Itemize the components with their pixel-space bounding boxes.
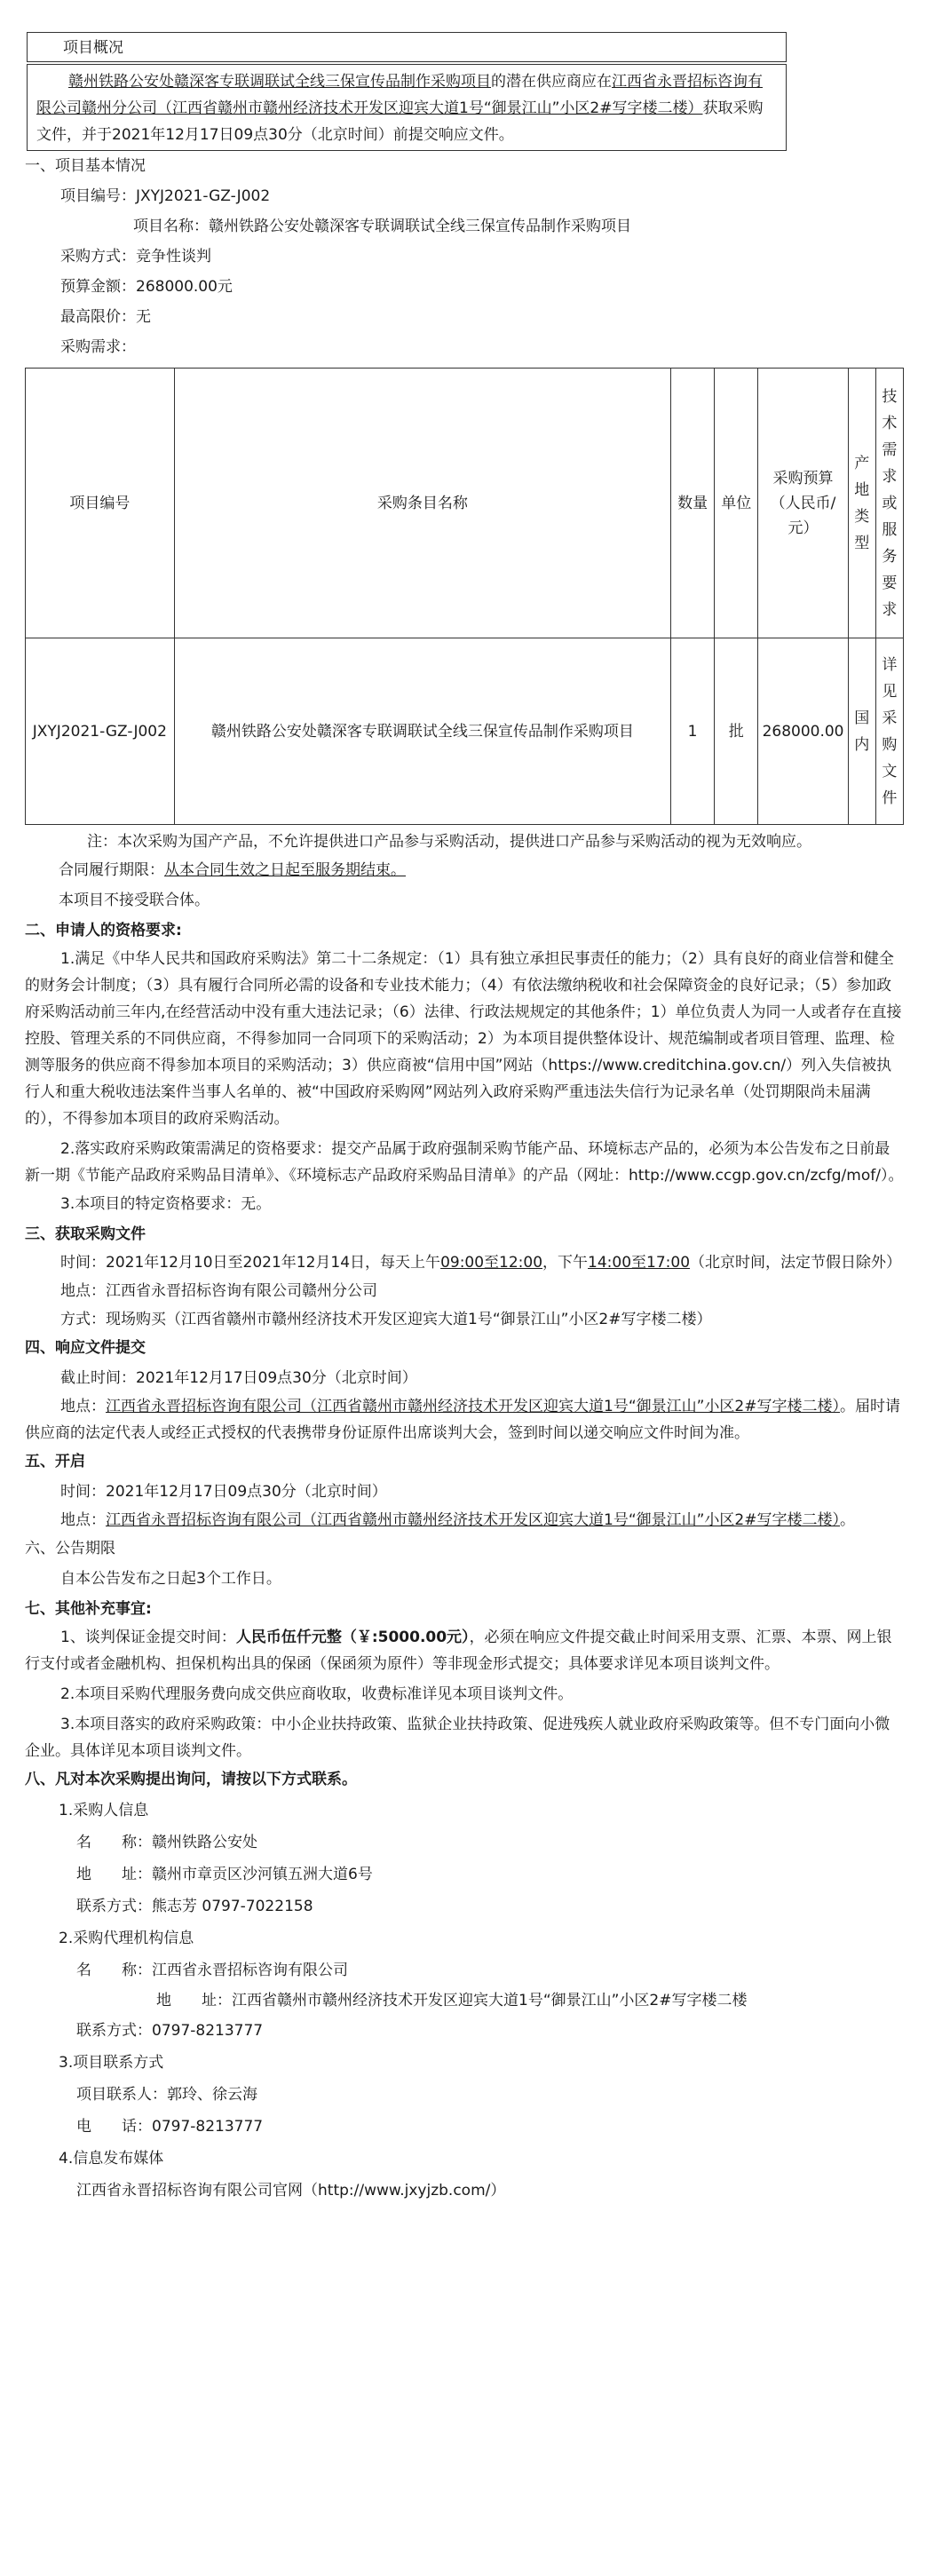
td-quantity: 1	[670, 638, 714, 825]
am-hours: 09:00至12:00	[440, 1254, 543, 1272]
intro-paragraph	[27, 64, 787, 151]
qualification-3: 3.本项目的特定资格要求：无。	[60, 1195, 272, 1213]
contract-period-value: 从本合同生效之日起至服务期结束。	[164, 861, 406, 879]
project-contact-title: 3.项目联系方式	[59, 2054, 164, 2072]
th-quantity: 数量	[670, 369, 714, 638]
th-origin: 产地类型	[848, 369, 875, 638]
project-code: 项目编号：JXYJ2021-GZ-J002	[60, 187, 271, 205]
opening-place-value: 江西省永晋招标咨询有限公司（江西省赣州市赣州经济技术开发区迎宾大道1号“御景江山”小区2#写字楼二楼）	[106, 1511, 840, 1529]
opening-time: 时间：2021年12月17日09点30分（北京时间）	[60, 1483, 387, 1501]
td-budget: 268000.00	[758, 638, 848, 825]
import-note: 注：本次采购为国产产品，不允许提供进口产品参与采购活动，提供进口产品参与采购活动的视为无效响应。	[87, 833, 811, 851]
contract-period-label: 合同履行期限：	[59, 861, 164, 879]
th-tech-requirements: 技术需求或服务要求	[875, 369, 903, 638]
max-price: 最高限价：无	[60, 308, 151, 326]
purchaser-name: 名 称：赣州铁路公安处	[76, 1834, 257, 1851]
purchaser-address: 地 址：赣州市章贡区沙河镇五洲大道6号	[76, 1866, 373, 1883]
procurement-needs-label: 采购需求：	[60, 338, 136, 356]
table-row	[26, 638, 904, 825]
td-tech-requirements: 详见采购文件	[875, 638, 903, 825]
td-unit: 批	[715, 638, 758, 825]
notice-period: 自本公告发布之日起3个工作日。	[60, 1570, 281, 1588]
th-project-code: 项目编号	[26, 369, 175, 638]
project-contact-phone: 电 话：0797-8213777	[76, 2118, 264, 2136]
obtain-mode: 方式：现场购买（江西省赣州市赣州经济技术开发区迎宾大道1号“御景江山”小区2#写字楼二楼）	[60, 1311, 712, 1328]
qualification-2: 2.落实政府采购政策需满足的资格要求：提交产品属于政府强制采购节能产品、环境标志产品的，必须为本公告发布之日前最新一期《节能产品政府采购品目清单》、《环境标志产品政府采购品目清单》的产品（网址：http://www.ccgp.gov.cn/zcfg/mof/）。	[25, 1140, 904, 1185]
td-item-name: 赣州铁路公安处赣深客专联调联试全线三保宣传品制作采购项目	[174, 638, 670, 825]
section-4-title: 四、响应文件提交	[25, 1339, 146, 1357]
media-website[interactable]: 江西省永晋招标咨询有限公司官网（http://www.jxyjzb.com/）	[76, 2182, 506, 2200]
intro-agency-address: 江西省永晋招标咨询有限公司赣州分公司（江西省赣州市赣州经济技术开发区迎宾大道1号“御景江山”小区2#写字楼二楼）	[36, 73, 763, 117]
intro-project-name: 赣州铁路公安处赣深客专联调联试全线三保宣传品制作采购项目	[68, 73, 491, 91]
section-1-title: 一、项目基本情况	[25, 157, 146, 175]
section-6-title: 六、公告期限	[25, 1540, 115, 1557]
policy-note: 3.本项目落实的政府采购政策：中小企业扶持政策、监狱企业扶持政策、促进残疾人就业政府采购政策等。但不专门面向小微企业。具体详见本项目谈判文件。	[25, 1716, 890, 1760]
announcement-page	[25, 32, 904, 2207]
th-item-name: 采购条目名称	[174, 369, 670, 638]
agency-address: 地 址：江西省赣州市赣州经济技术开发区迎宾大道1号“御景江山”小区2#写字楼二楼	[156, 1992, 748, 2009]
budget-amount: 预算金额：268000.00元	[60, 278, 233, 296]
project-name: 项目名称：赣州铁路公安处赣深客专联调联试全线三保宣传品制作采购项目	[133, 218, 631, 235]
obtain-place: 地点：江西省永晋招标咨询有限公司赣州分公司	[60, 1282, 377, 1300]
submit-deadline: 截止时间：2021年12月17日09点30分（北京时间）	[60, 1369, 417, 1387]
purchaser-contact: 联系方式：熊志芳 0797-7022158	[76, 1898, 313, 1915]
qualification-1: 1.满足《中华人民共和国政府采购法》第二十二条规定：（1）具有独立承担民事责任的能力；（2）具有良好的商业信誉和健全的财务会计制度；（3）具有履行合同所必需的设备和专业技术能力；（4）有依法缴纳税收和社会保障资金的良好记录；（5）参加政府采购活动前三年内,在经营活动中没有重大违法记录；（6）法律、行政法规规定的其他条件；1）单位负责人为同一人或者存在直接控股、管理关系的不同供应商，不得参加同一合同项下的采购活动；2）为本项目提供整体设计、规范编制或者项目管理、监理、检测等服务的供应商不得参加本项目的采购活动；3）供应商被“信用中国”网站（https://www.creditchina.gov.cn/）列入失信被执行人和重大税收违法案件当事人名单的、被“中国政府采购网”网站列入政府采购严重违法失信行为记录名单（处罚期限尚未届满的），不得参加本项目的政府采购活动。	[25, 950, 902, 1128]
submit-place-value: 江西省永晋招标咨询有限公司（江西省赣州市赣州经济技术开发区迎宾大道1号“御景江山”小区2#写字楼二楼）	[106, 1398, 840, 1415]
overview-box: 项目概况	[27, 32, 787, 62]
th-budget: 采购预算（人民币/元）	[758, 369, 848, 638]
project-contact-person: 项目联系人：郭玲、徐云海	[76, 2086, 257, 2104]
opening-place: 地点：江西省永晋招标咨询有限公司（江西省赣州市赣州经济技术开发区迎宾大道1号“御景江山”小区2#写字楼二楼）。	[60, 1511, 855, 1529]
th-unit: 单位	[715, 369, 758, 638]
consortium-note: 本项目不接受联合体。	[59, 892, 210, 909]
pm-hours: 14:00至17:00	[588, 1254, 691, 1272]
requirements-table	[25, 368, 904, 825]
agency-info-title: 2.采购代理机构信息	[59, 1930, 194, 1947]
purchaser-info-title: 1.采购人信息	[59, 1802, 149, 1819]
table-header-row	[26, 369, 904, 638]
deposit-info: 1、谈判保证金提交时间：人民币伍仟元整（￥:5000.00元），必须在响应文件提交截止时间采用支票、汇票、本票、网上银行支付或者金融机构、担保机构出具的保函（保函须为原件）等非现金形式提交；具体要求详见本项目谈判文件。	[25, 1629, 892, 1673]
section-5-title: 五、开启	[25, 1453, 85, 1470]
procurement-method: 采购方式：竞争性谈判	[60, 248, 211, 266]
agency-name: 名 称：江西省永晋招标咨询有限公司	[76, 1962, 348, 1979]
section-2-title: 二、申请人的资格要求:	[25, 922, 182, 939]
media-title: 4.信息发布媒体	[59, 2150, 164, 2168]
contract-period	[25, 855, 904, 885]
deposit-amount: 人民币伍仟元整（￥:5000.00元）	[235, 1629, 470, 1646]
section-3-title: 三、获取采购文件	[25, 1225, 146, 1243]
agency-fee-note: 2.本项目采购代理服务费向成交供应商收取，收费标准详见本项目谈判文件。	[60, 1685, 574, 1703]
section-7-title: 七、其他补充事宜:	[25, 1600, 152, 1618]
td-project-code: JXYJ2021-GZ-J002	[26, 638, 175, 825]
section-8-title: 八、凡对本次采购提出询问，请按以下方式联系。	[25, 1771, 357, 1788]
intro-text-2: 获取采购文件，并于2021年12月17日09点30分（北京时间）前提交响应文件。	[36, 99, 764, 144]
td-origin: 国内	[848, 638, 875, 825]
obtain-time: 时间：2021年12月10日至2021年12月14日，每天上午09:00至12:00，下午14:00至17:00（北京时间，法定节假日除外）	[60, 1254, 902, 1272]
submit-place: 地点：江西省永晋招标咨询有限公司（江西省赣州市赣州经济技术开发区迎宾大道1号“御景江山”小区2#写字楼二楼）。届时请供应商的法定代表人或经正式授权的代表携带身份证原件出席谈判大会，签到时间以递交响应文件时间为准。	[25, 1398, 900, 1442]
intro-text-1: 的潜在供应商应在	[491, 73, 612, 91]
agency-contact: 联系方式：0797-8213777	[76, 2022, 264, 2040]
